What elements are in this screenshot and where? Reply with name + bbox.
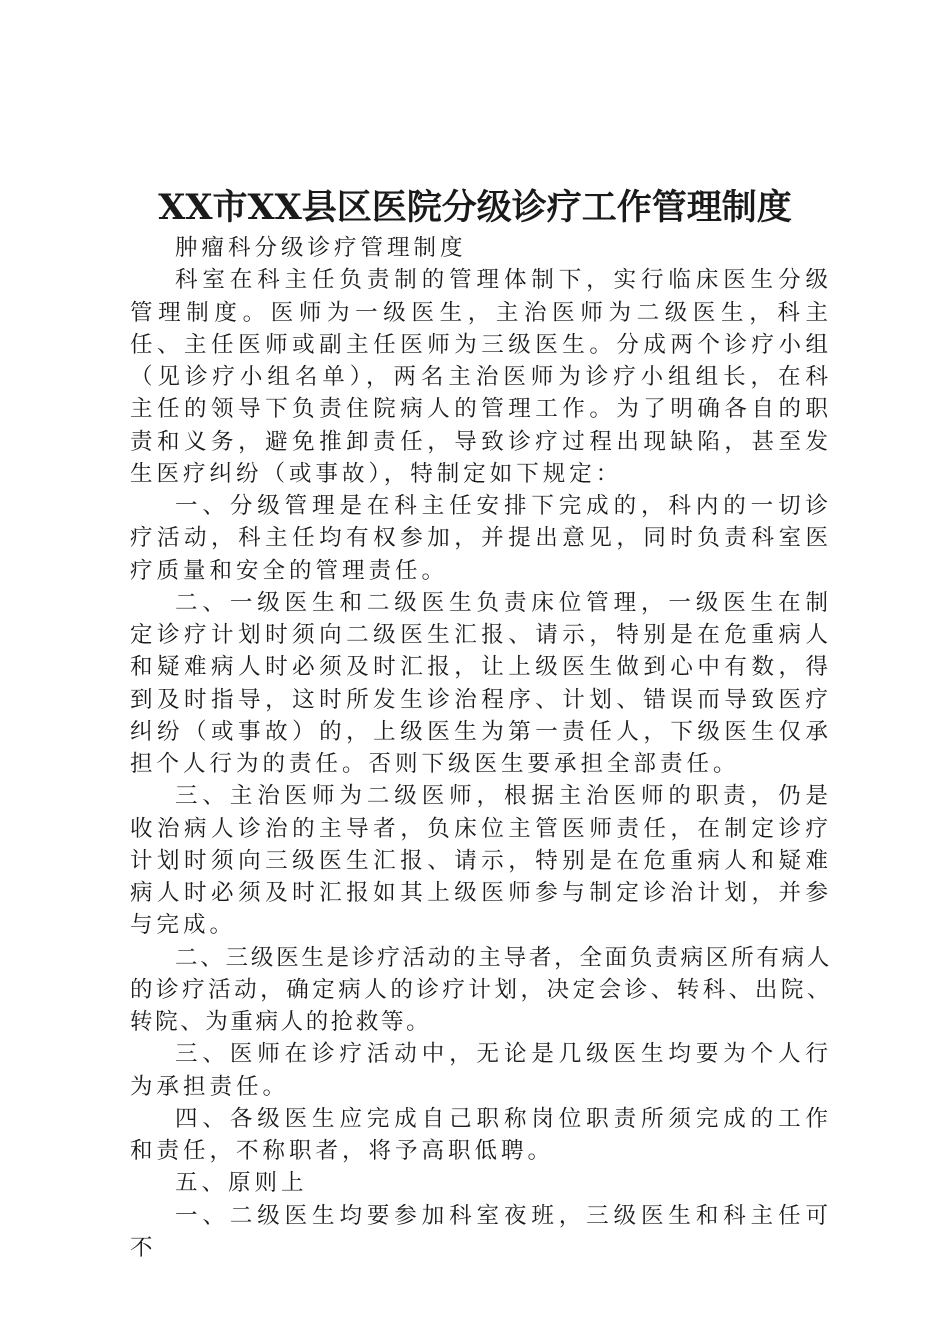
document-body: [130, 232, 832, 1264]
paragraph-rule-4: 二、三级医生是诊疗活动的主导者，全面负责病区所有病人的诊疗活动，确定病人的诊疗计划，决定会诊、转科、出院、转院、为重病人的抢救等。: [130, 944, 832, 1035]
paragraph-rule-3: 三、主治医师为二级医师，根据主治医师的职责，仍是收治病人诊治的主导者，负床位主管医师责任，在制定诊疗计划时须向三级医生汇报、请示，特别是在危重病人和疑难病人时必须及时汇报如其上级医师参与制定诊治计划，并参与完成。: [130, 783, 832, 939]
document-title: XX市XX县区医院分级诊疗工作管理制度: [158, 187, 792, 228]
paragraph-rule-6: 四、各级医生应完成自己职称岗位职责所须完成的工作和责任，不称职者，将予高职低聘。: [130, 1105, 832, 1164]
paragraph-rule-1: 一、分级管理是在科主任安排下完成的，科内的一切诊疗活动，科主任均有权参加，并提出意见，同时负责科室医疗质量和安全的管理责任。: [130, 493, 832, 584]
paragraph-rule-7: 五、原则上: [175, 1170, 308, 1197]
section-heading: 肿瘤科分级诊疗管理制度: [175, 235, 467, 261]
paragraph-rule-8: 一、二级医生均要参加科室夜班，三级医生和科主任可不: [130, 1202, 832, 1261]
paragraph-rule-5: 三、医师在诊疗活动中，无论是几级医生均要为个人行为承担责任。: [130, 1041, 832, 1100]
paragraph-rule-2: 二、一级医生和二级医生负责床位管理，一级医生在制定诊疗计划时须向二级医生汇报、请示，特别是在危重病人和疑难病人时必须及时汇报，让上级医生做到心中有数，得到及时指导，这时所发生诊治程序、计划、错误而导致医疗纠纷（或事故）的，上级医生为第一责任人，下级医生仅承担个人行为的责任。否则下级医生要承担全部责任。: [130, 589, 832, 777]
paragraph-intro: 科室在科主任负责制的管理体制下，实行临床医生分级管理制度。医师为一级医生，主治医师为二级医生，科主任、主任医师或副主任医师为三级医生。分成两个诊疗小组（见诊疗小组名单），两名主治医师为诊疗小组组长，在科主任的领导下负责住院病人的管理工作。为了明确各自的职责和义务，避免推卸责任，导致诊疗过程出现缺陷，甚至发生医疗纠纷（或事故），特制定如下规定：: [130, 267, 832, 487]
